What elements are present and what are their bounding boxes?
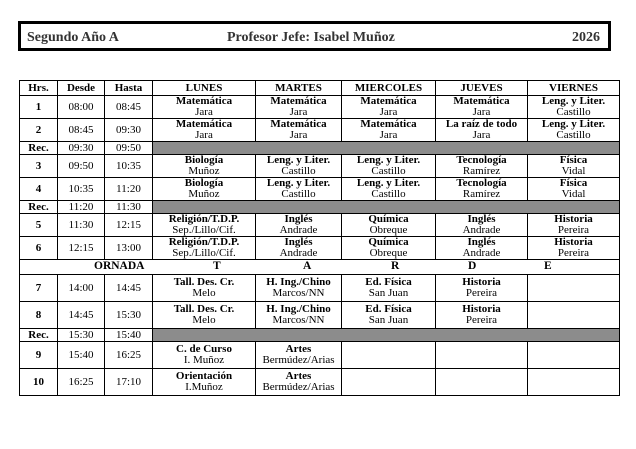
subject-name: Matemática (360, 95, 417, 107)
period-number: 3 (20, 155, 58, 178)
subject-name: Religión/T.D.P. (168, 213, 240, 225)
subject-name: Biología (184, 154, 224, 166)
start-time: 14:00 (58, 275, 105, 302)
teacher-name: Castillo (556, 106, 591, 118)
lesson-friday (528, 237, 620, 260)
end-time: 15:30 (105, 302, 153, 329)
teacher-name: Bermúdez/Arias (262, 381, 335, 393)
start-time: 08:45 (58, 119, 105, 142)
lesson-friday (528, 214, 620, 237)
end-time: 10:35 (105, 155, 153, 178)
class-row (20, 96, 620, 119)
start-time: 14:45 (58, 302, 105, 329)
subject-name: Matemática (270, 118, 327, 130)
subject-name: Tall. Des. Cr. (173, 276, 235, 288)
teacher-name: Sep./Lillo/Cif. (172, 247, 236, 259)
subject-name: Inglés (284, 213, 313, 225)
start-time: 09:30 (58, 142, 105, 155)
subject-name: Inglés (467, 213, 496, 225)
subject-name: Historia (554, 236, 593, 248)
teacher-name: San Juan (368, 287, 409, 299)
break-row (20, 142, 620, 155)
period-number: 2 (20, 119, 58, 142)
lesson-tuesday (256, 96, 342, 119)
teacher-name: Pereira (465, 314, 498, 326)
lesson-friday (528, 275, 620, 302)
teacher-name: Jara (379, 129, 398, 141)
period-number: 1 (20, 96, 58, 119)
subject-name: Matemática (175, 118, 233, 130)
period-number: Rec. (20, 142, 58, 155)
subject-name: Historia (462, 276, 501, 288)
lesson-tuesday (256, 214, 342, 237)
end-time: 16:25 (105, 342, 153, 369)
subject-name: Tecnología (456, 154, 507, 166)
lesson-thursday (436, 155, 528, 178)
lesson-thursday (436, 237, 528, 260)
teacher-name: Sep./Lillo/Cif. (172, 224, 236, 236)
break-row (20, 329, 620, 342)
start-time: 15:40 (58, 342, 105, 369)
timetable (19, 80, 620, 396)
col-from: Desde (58, 81, 105, 96)
end-time: 11:20 (105, 178, 153, 201)
start-time: 16:25 (58, 369, 105, 396)
start-time: 09:50 (58, 155, 105, 178)
subject-name: Leng. y Liter. (356, 177, 421, 189)
teacher-name: Marcos/NN (272, 314, 325, 326)
lesson-monday (153, 155, 256, 178)
lesson-tuesday (256, 178, 342, 201)
subject-name: Matemática (175, 95, 233, 107)
period-number: 8 (20, 302, 58, 329)
period-number: 6 (20, 237, 58, 260)
period-number: 9 (20, 342, 58, 369)
teacher-name: Obreque (369, 247, 408, 259)
subject-name: H. Ing./Chino (266, 276, 331, 288)
jornada-letter-a: A (303, 260, 312, 272)
lesson-wednesday (342, 155, 436, 178)
lesson-friday (528, 369, 620, 396)
teacher-name: Ramírez (462, 165, 501, 177)
teacher-name: Jara (472, 129, 491, 141)
subject-name: Leng. y Liter. (266, 154, 331, 166)
jornada-letter-t: T (213, 260, 221, 272)
lesson-monday (153, 178, 256, 201)
end-time: 11:30 (105, 201, 153, 214)
schedule-header (18, 21, 611, 51)
teacher-name: Pereira (557, 247, 590, 259)
lesson-thursday (436, 275, 528, 302)
lesson-wednesday (342, 275, 436, 302)
lesson-monday (153, 342, 256, 369)
lesson-monday (153, 275, 256, 302)
lesson-thursday (436, 96, 528, 119)
lesson-friday (528, 178, 620, 201)
school-year: 2026 (572, 30, 600, 45)
teacher-name: Jara (289, 129, 308, 141)
course-name: Segundo Año A (27, 30, 119, 45)
subject-name: Matemática (453, 95, 510, 107)
teacher-name: Vidal (561, 165, 586, 177)
class-row (20, 237, 620, 260)
col-hrs: Hrs. (20, 81, 58, 96)
lesson-thursday (436, 214, 528, 237)
lesson-monday (153, 369, 256, 396)
lesson-tuesday (256, 119, 342, 142)
subject-name: Leng. y Liter. (266, 177, 331, 189)
subject-name: Artes (285, 370, 312, 382)
lesson-friday (528, 302, 620, 329)
subject-name: Tecnología (456, 177, 507, 189)
lesson-wednesday (342, 178, 436, 201)
teacher-name: Jara (195, 106, 213, 118)
end-time: 09:30 (105, 119, 153, 142)
subject-name: Tall. Des. Cr. (173, 303, 235, 315)
period-number: 10 (20, 369, 58, 396)
start-time: 15:30 (58, 329, 105, 342)
subject-name: Artes (285, 343, 312, 355)
lesson-tuesday (256, 369, 342, 396)
lesson-monday (153, 96, 256, 119)
lesson-monday (153, 214, 256, 237)
break-gray-band (153, 201, 620, 214)
lesson-thursday (436, 369, 528, 396)
period-number: 5 (20, 214, 58, 237)
end-time: 09:50 (105, 142, 153, 155)
start-time: 12:15 (58, 237, 105, 260)
lesson-monday (153, 237, 256, 260)
teacher-name: Andrade (279, 247, 318, 259)
period-number: 7 (20, 275, 58, 302)
lesson-thursday (436, 178, 528, 201)
subject-name: Física (559, 154, 588, 166)
teacher-name: Castillo (281, 188, 316, 200)
subject-name: Leng. y Liter. (541, 118, 606, 130)
lesson-tuesday (256, 302, 342, 329)
teacher-name: Castillo (281, 165, 316, 177)
class-row (20, 369, 620, 396)
col-thursday: JUEVES (436, 81, 528, 96)
lesson-wednesday (342, 302, 436, 329)
period-number: Rec. (20, 201, 58, 214)
teacher-name: Andrade (279, 224, 318, 236)
class-row (20, 342, 620, 369)
lesson-wednesday (342, 96, 436, 119)
teacher-name: Muñoz (188, 165, 220, 177)
lesson-thursday (436, 342, 528, 369)
teacher-name: Jara (379, 106, 398, 118)
period-number: Rec. (20, 329, 58, 342)
subject-name: C. de Curso (176, 343, 232, 355)
subject-name: Religión/T.D.P. (168, 236, 240, 248)
class-row (20, 275, 620, 302)
break-gray-band (153, 142, 620, 155)
subject-name: Inglés (284, 236, 313, 248)
teacher-name: Jara (289, 106, 308, 118)
subject-name: Historia (554, 213, 593, 225)
subject-name: Leng. y Liter. (356, 154, 421, 166)
end-time: 17:10 (105, 369, 153, 396)
teacher-name: Melo (192, 314, 216, 326)
start-time: 10:35 (58, 178, 105, 201)
end-time: 13:00 (105, 237, 153, 260)
subject-name: Química (368, 236, 409, 248)
teacher-name: Pereira (465, 287, 498, 299)
lesson-thursday (436, 119, 528, 142)
start-time: 11:30 (58, 214, 105, 237)
lesson-friday (528, 155, 620, 178)
jornada-letter-d: D (468, 260, 477, 272)
class-row (20, 178, 620, 201)
head-teacher: Profesor Jefe: Isabel Muñoz (227, 30, 395, 45)
teacher-name: Jara (195, 129, 213, 141)
lesson-monday (153, 302, 256, 329)
jornada-letter-e: E (544, 260, 552, 272)
jornada-tarde-row (20, 260, 620, 275)
subject-name: La raíz de todo (445, 118, 518, 130)
subject-name: Ed. Física (365, 276, 412, 288)
teacher-name: Castillo (371, 188, 406, 200)
teacher-name: I. Muñoz (183, 354, 225, 366)
subject-name: Química (368, 213, 409, 225)
subject-name: Inglés (467, 236, 496, 248)
subject-name: Matemática (360, 118, 417, 130)
end-time: 15:40 (105, 329, 153, 342)
break-gray-band (153, 329, 620, 342)
class-row (20, 214, 620, 237)
teacher-name: Vidal (561, 188, 586, 200)
subject-name: Ed. Física (365, 303, 412, 315)
teacher-name: Castillo (556, 129, 591, 141)
teacher-name: Bermúdez/Arias (262, 354, 335, 366)
lesson-wednesday (342, 119, 436, 142)
lesson-monday (153, 119, 256, 142)
lesson-friday (528, 96, 620, 119)
break-row (20, 201, 620, 214)
col-wednesday: MIERCOLES (342, 81, 436, 96)
lesson-tuesday (256, 237, 342, 260)
lesson-tuesday (256, 342, 342, 369)
subject-name: Leng. y Liter. (541, 95, 606, 107)
start-time: 08:00 (58, 96, 105, 119)
teacher-name: Melo (192, 287, 216, 299)
col-tuesday: MARTES (256, 81, 342, 96)
lesson-thursday (436, 302, 528, 329)
jornada-word: ORNADA (94, 260, 145, 272)
teacher-name: Jara (472, 106, 491, 118)
end-time: 14:45 (105, 275, 153, 302)
lesson-friday (528, 119, 620, 142)
teacher-name: Andrade (462, 247, 501, 259)
teacher-name: Ramírez (462, 188, 501, 200)
class-row (20, 119, 620, 142)
teacher-name: Andrade (462, 224, 501, 236)
subject-name: Historia (462, 303, 501, 315)
lesson-wednesday (342, 342, 436, 369)
lesson-wednesday (342, 369, 436, 396)
teacher-name: Pereira (557, 224, 590, 236)
teacher-name: Marcos/NN (272, 287, 325, 299)
subject-name: Física (559, 177, 588, 189)
col-to: Hasta (105, 81, 153, 96)
lesson-friday (528, 342, 620, 369)
subject-name: H. Ing./Chino (266, 303, 331, 315)
period-number: 4 (20, 178, 58, 201)
lesson-tuesday (256, 155, 342, 178)
lesson-tuesday (256, 275, 342, 302)
lesson-wednesday (342, 214, 436, 237)
subject-name: Matemática (270, 95, 327, 107)
col-monday: LUNES (153, 81, 256, 96)
subject-name: Biología (184, 177, 224, 189)
column-header-row (20, 81, 620, 96)
teacher-name: Castillo (371, 165, 406, 177)
subject-name: Orientación (175, 370, 233, 382)
lesson-wednesday (342, 237, 436, 260)
teacher-name: I.Muñoz (185, 381, 223, 393)
end-time: 08:45 (105, 96, 153, 119)
end-time: 12:15 (105, 214, 153, 237)
class-row (20, 302, 620, 329)
start-time: 11:20 (58, 201, 105, 214)
jornada-letter-r: R (391, 260, 400, 272)
col-friday: VIERNES (528, 81, 620, 96)
teacher-name: Obreque (369, 224, 408, 236)
class-row (20, 155, 620, 178)
teacher-name: San Juan (368, 314, 409, 326)
teacher-name: Muñoz (188, 188, 220, 200)
